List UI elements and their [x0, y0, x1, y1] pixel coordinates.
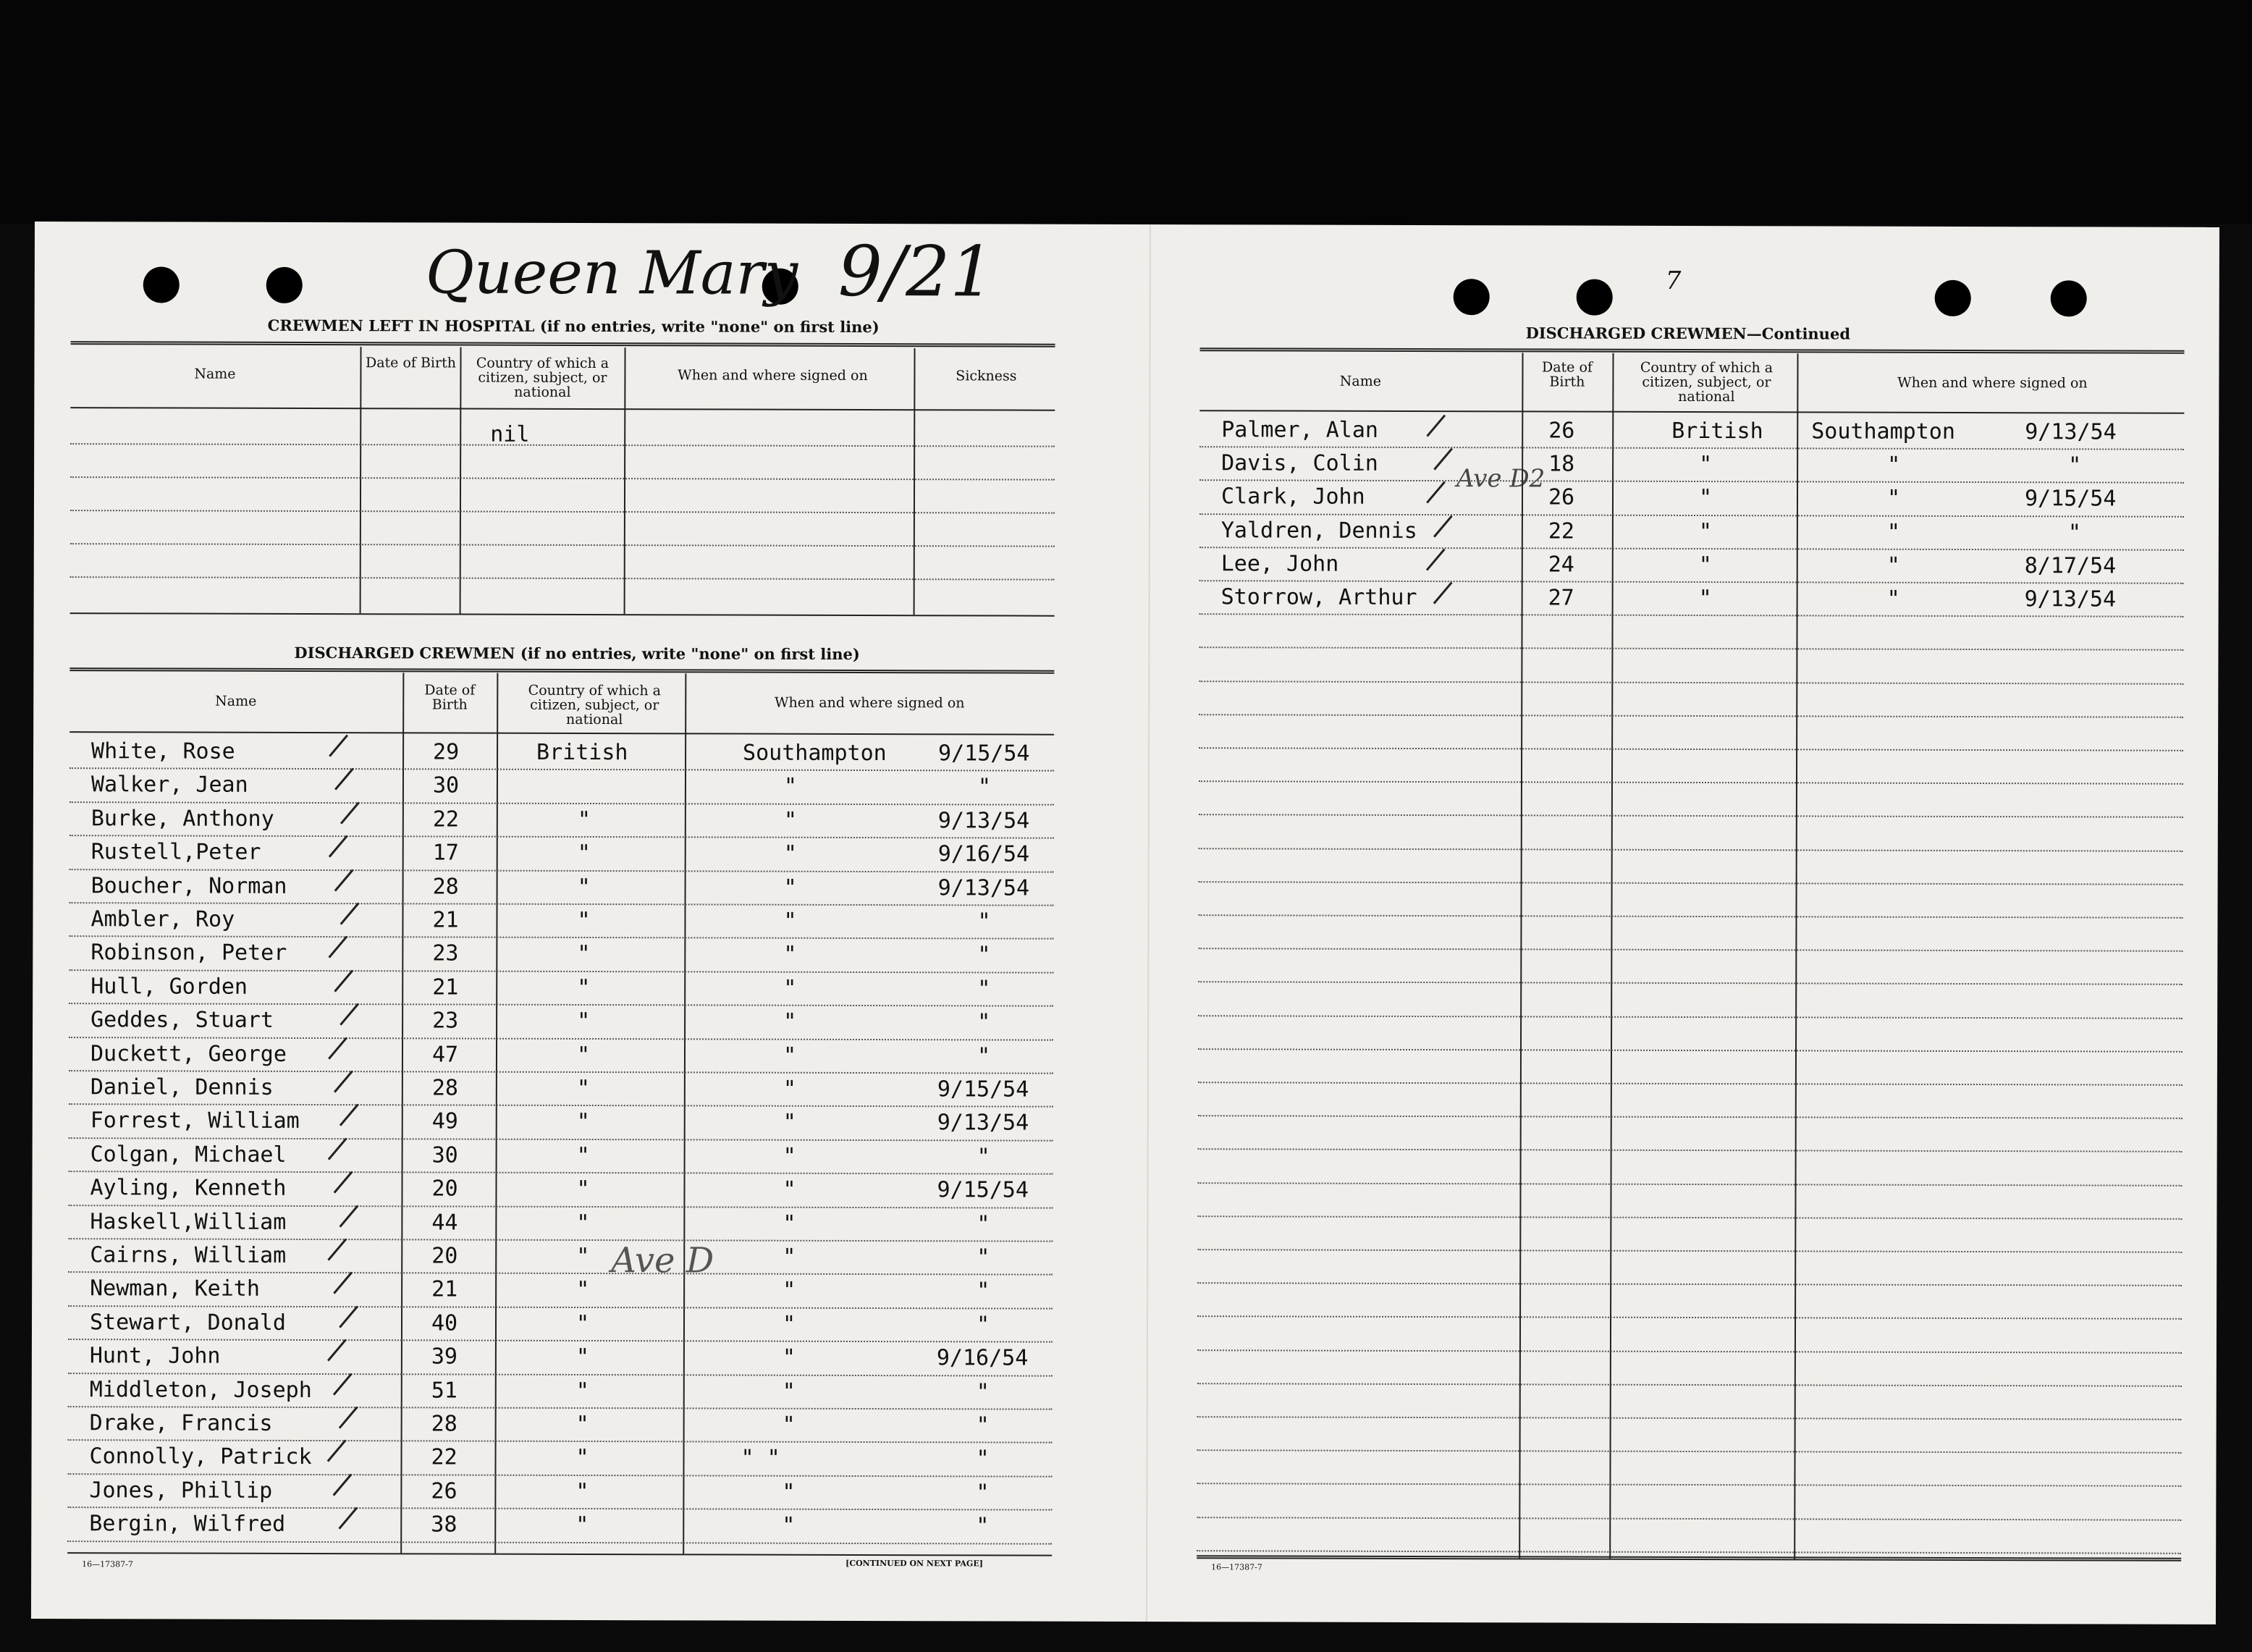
crew-country: " [576, 1176, 590, 1202]
crew-age: 28 [432, 874, 459, 900]
handwritten-date: 9/21 [838, 230, 995, 313]
row-line [68, 1238, 1053, 1242]
check-mark [334, 1071, 353, 1093]
row-line [67, 1506, 1052, 1511]
crew-name: Ambler, Roy [90, 906, 235, 932]
crew-name: Palmer, Alan [1221, 417, 1379, 443]
crew-country: " [575, 1411, 589, 1438]
crew-name: Burke, Anthony [90, 806, 274, 832]
check-mark [339, 1306, 358, 1328]
crew-signed-place: " [782, 1378, 796, 1404]
crew-age: 49 [431, 1108, 458, 1134]
crew-signed-date: 8/17/54 [2024, 553, 2117, 579]
row-line [68, 1205, 1053, 1209]
crew-age: 24 [1548, 552, 1574, 578]
crew-age: 20 [431, 1176, 458, 1202]
hospital-entry: nil [490, 421, 530, 447]
row-line [1197, 1449, 2182, 1454]
crew-age: 22 [431, 1444, 457, 1470]
crew-name: Geddes, Stuart [90, 1007, 274, 1033]
row-line [1199, 814, 2183, 818]
crew-signed-date: 9/15/54 [937, 1076, 1029, 1103]
crew-name: Stewart, Donald [89, 1310, 287, 1336]
crew-country: " [576, 1243, 590, 1270]
crew-country: " [1698, 485, 1713, 511]
crew-country: " [575, 1512, 589, 1538]
row-line [70, 476, 1055, 481]
col-header-sickness: Sickness [956, 368, 1017, 384]
crew-name: Davis, Colin [1221, 450, 1378, 476]
crew-signed-place: " [783, 1143, 796, 1169]
crew-signed-date: " [976, 1379, 990, 1405]
col-header-signed-on: When and where signed on [1897, 374, 2088, 392]
crew-signed-place: " [783, 840, 797, 867]
crew-country: " [575, 1378, 589, 1404]
check-mark [340, 1104, 359, 1126]
crew-country: " [575, 1344, 590, 1370]
crew-name: Boucher, Norman [90, 873, 287, 899]
crew-country: " [577, 974, 591, 1001]
crew-name: Hunt, John [89, 1343, 221, 1369]
crew-age: 39 [431, 1344, 458, 1370]
crew-signed-place: " [782, 1344, 796, 1370]
col-header-dob: Date of Birth [365, 355, 457, 371]
crew-signed-date: " [2068, 452, 2082, 479]
crew-signed-place: " [783, 1210, 796, 1236]
check-mark [328, 1138, 347, 1160]
check-mark [1433, 515, 1453, 538]
check-mark [1433, 582, 1453, 604]
crew-signed-place: " " [741, 1445, 780, 1471]
crew-signed-date: " [977, 1211, 990, 1237]
crew-age: 21 [431, 1276, 458, 1302]
crew-country: " [577, 806, 591, 833]
row-line [69, 767, 1054, 772]
crew-signed-place: " [783, 807, 797, 833]
table-rule [1199, 410, 2184, 414]
row-line [1199, 881, 2183, 885]
handwritten-ship-name: Queen Mary [425, 238, 798, 308]
check-mark [340, 1205, 359, 1228]
check-mark [334, 1171, 353, 1194]
crew-age: 29 [433, 739, 460, 765]
form-number: 16—17387-7 [82, 1559, 133, 1569]
crew-age: 21 [432, 907, 459, 933]
row-line [70, 510, 1055, 514]
row-line [69, 801, 1054, 806]
crew-signed-date: 9/16/54 [937, 841, 1030, 867]
row-line [1197, 1483, 2181, 1487]
column-divider [1794, 353, 1798, 1559]
row-line [1198, 1048, 2183, 1053]
row-line [69, 1003, 1053, 1007]
crew-signed-date: " [977, 1278, 990, 1304]
row-line [69, 935, 1053, 940]
crew-name: Bergin, Wilfred [89, 1511, 286, 1537]
row-line [67, 1473, 1052, 1478]
row-line [69, 902, 1054, 906]
row-line [70, 576, 1055, 581]
crew-age: 23 [432, 1008, 459, 1034]
crew-name: Forrest, William [90, 1108, 300, 1134]
row-line [69, 1037, 1053, 1041]
crew-name: Lee, John [1220, 551, 1339, 577]
crew-signed-place: " [783, 908, 797, 934]
check-mark [1433, 448, 1453, 471]
column-divider [494, 673, 498, 1554]
crew-signed-date: " [2067, 520, 2081, 546]
crew-name: Duckett, George [90, 1041, 287, 1067]
check-mark [333, 1474, 353, 1496]
check-mark [340, 1003, 359, 1026]
crew-age: 23 [432, 940, 459, 966]
check-mark [327, 1339, 347, 1362]
crew-age: 22 [1548, 518, 1575, 544]
row-line [68, 1406, 1053, 1410]
row-line [67, 1541, 1052, 1545]
check-mark [334, 869, 354, 892]
check-mark [339, 1407, 358, 1429]
crew-age: 44 [431, 1210, 458, 1236]
column-divider [624, 347, 626, 614]
crew-country: British [1671, 418, 1763, 444]
punch-hole [1577, 279, 1613, 316]
column-divider [400, 673, 404, 1553]
crew-signed-place: " [783, 975, 797, 1001]
row-line [1199, 446, 2184, 450]
row-line [1199, 714, 2183, 718]
punch-hole [1454, 279, 1490, 315]
crew-age: 21 [432, 974, 459, 1000]
crew-signed-place: " [1886, 519, 1900, 545]
crew-country: " [577, 840, 591, 867]
crew-name: Rustell,Peter [90, 839, 261, 865]
crew-name: White, Rose [91, 738, 235, 764]
table-rule [67, 1552, 1052, 1556]
crew-signed-place: " [783, 773, 798, 799]
page-number: 7 [1665, 266, 1682, 295]
crew-signed-date: " [976, 1412, 990, 1438]
crew-age: 20 [431, 1243, 458, 1269]
crew-name: Ayling, Kenneth [90, 1175, 287, 1201]
crew-age: 30 [432, 772, 460, 798]
crew-signed-place: " [1886, 485, 1901, 511]
check-mark [329, 735, 348, 757]
row-line [1199, 613, 2184, 618]
crew-age: 51 [431, 1378, 457, 1404]
crew-signed-date: " [977, 909, 991, 935]
col-header-signed-on: When and where signed on [678, 367, 868, 384]
column-divider [914, 348, 916, 615]
crew-name: Hull, Gorden [90, 974, 248, 1000]
row-line [69, 1070, 1053, 1074]
margin-note: Ave D2 [1456, 464, 1545, 494]
crew-name: Jones, Phillip [89, 1478, 273, 1504]
crew-name: Clark, John [1220, 484, 1365, 510]
crew-signed-date: 9/13/54 [937, 808, 1030, 834]
row-line [1198, 1148, 2183, 1152]
crew-name: Storrow, Arthur [1220, 584, 1417, 611]
crew-signed-date: 9/16/54 [936, 1345, 1029, 1371]
col-header-name: Name [1339, 373, 1382, 389]
crew-country: " [1698, 586, 1712, 612]
row-line [1197, 1249, 2182, 1253]
crew-age: 26 [431, 1478, 457, 1504]
crew-signed-place: " [783, 1109, 796, 1135]
crew-signed-place: " [783, 941, 797, 967]
row-line [1198, 1082, 2183, 1086]
column-divider [1609, 353, 1614, 1559]
column-divider [460, 347, 462, 614]
crew-country: " [577, 1008, 591, 1034]
crew-signed-place: " [782, 1412, 796, 1438]
row-line [1197, 1550, 2181, 1554]
crew-signed-date: " [976, 1312, 990, 1338]
crew-signed-date: 9/15/54 [937, 1177, 1029, 1203]
crew-signed-place: " [783, 1176, 796, 1202]
crew-country: " [576, 1276, 590, 1303]
crew-signed-date: " [977, 1043, 991, 1069]
crew-name: Daniel, Dennis [90, 1074, 274, 1100]
crew-signed-place: " [1886, 586, 1900, 612]
crew-country: " [577, 940, 591, 967]
crew-signed-place: " [1887, 452, 1901, 478]
crew-signed-place: " [782, 1311, 796, 1337]
row-line [69, 1137, 1053, 1142]
row-line [1198, 948, 2183, 952]
row-line [69, 1171, 1053, 1175]
hospital-section-title: CREWMEN LEFT IN HOSPITAL (if no entries, write "none" on first line) [267, 316, 880, 337]
col-header-name: Name [194, 366, 236, 382]
crew-name: Drake, Francis [89, 1410, 273, 1436]
crew-age: 38 [431, 1512, 457, 1538]
check-mark [327, 1440, 347, 1462]
crew-signed-place: " [783, 1244, 796, 1270]
row-line [1197, 1383, 2182, 1387]
check-mark [333, 1373, 353, 1396]
discharged-section-title: DISCHARGED CREWMEN (if no entries, write "none" on first line) [294, 643, 860, 663]
punch-hole [143, 266, 180, 303]
crew-signed-place: Southampton [1811, 418, 1955, 444]
punch-hole [2051, 280, 2087, 316]
crew-signed-place: " [783, 1042, 797, 1069]
margin-note: Ave D [611, 1240, 714, 1281]
crew-country: " [576, 1142, 590, 1169]
row-line [1198, 1115, 2183, 1119]
check-mark [334, 768, 354, 791]
crew-name: Connolly, Patrick [89, 1444, 312, 1470]
crew-age: 28 [431, 1075, 459, 1101]
crew-signed-place: " [1886, 552, 1900, 578]
crew-signed-date: " [976, 1446, 990, 1472]
crew-name: Newman, Keith [90, 1276, 260, 1302]
row-line [1199, 580, 2184, 584]
check-mark [1426, 549, 1446, 571]
row-line [68, 1373, 1053, 1377]
row-line [1199, 513, 2184, 518]
crew-age: 26 [1548, 418, 1575, 444]
row-line [1197, 1349, 2182, 1354]
col-header-dob: Date of Birth [1541, 359, 1593, 390]
row-line [1199, 680, 2183, 685]
crew-signed-date: " [976, 1513, 990, 1539]
manifest-page [31, 222, 2219, 1624]
table-rule [69, 667, 1054, 674]
crew-country: " [575, 1444, 589, 1471]
crew-country: " [1698, 552, 1712, 578]
crew-signed-place: " [782, 1512, 796, 1538]
crew-signed-place: " [783, 1008, 797, 1034]
crew-age: 28 [431, 1411, 457, 1437]
crew-country: " [576, 1210, 590, 1236]
crew-signed-date: 9/15/54 [2024, 486, 2117, 512]
row-line [1198, 1182, 2183, 1187]
check-mark [333, 1272, 353, 1294]
row-line [1199, 780, 2183, 785]
crew-name: Middleton, Joseph [89, 1377, 312, 1404]
crew-signed-date: 9/13/54 [937, 1110, 1029, 1136]
row-line [69, 1103, 1053, 1108]
row-line [1198, 1015, 2183, 1019]
crew-signed-date: " [977, 1244, 990, 1270]
continued-section-title: DISCHARGED CREWMEN—Continued [1525, 324, 1851, 343]
crew-age: 47 [431, 1042, 459, 1068]
crew-signed-date: 9/13/54 [2025, 419, 2117, 445]
check-mark [340, 903, 360, 925]
crew-name: Colgan, Michael [90, 1142, 287, 1168]
column-divider [683, 673, 686, 1554]
table-rule [70, 612, 1055, 617]
col-header-dob: Date of Birth [424, 682, 476, 713]
table-rule [69, 731, 1054, 736]
crew-signed-date: " [977, 942, 991, 968]
crew-signed-date: " [977, 976, 991, 1002]
row-line [69, 969, 1053, 974]
col-header-country: Country of which a citizen, subject, or national [1640, 359, 1774, 405]
crew-age: 40 [431, 1310, 458, 1336]
crew-signed-date: " [977, 1009, 991, 1035]
column-divider [360, 347, 362, 613]
table-rule [1197, 1555, 2181, 1562]
crew-country: " [1699, 452, 1713, 478]
col-header-country: Country of which a citizen, subject, or national [476, 355, 610, 400]
crew-age: 17 [432, 840, 459, 866]
row-line [1199, 479, 2184, 484]
crew-country: " [576, 1075, 590, 1102]
crew-country: British [536, 739, 628, 766]
crew-country: " [1698, 519, 1712, 545]
crew-signed-place: " [783, 875, 797, 901]
crew-signed-place: " [782, 1479, 796, 1505]
crew-signed-date: 9/15/54 [938, 741, 1030, 767]
table-rule [70, 407, 1055, 411]
form-number: 16—17387-7 [1211, 1562, 1262, 1572]
crew-age: 26 [1548, 484, 1575, 510]
check-mark [338, 1507, 358, 1530]
crew-name: Robinson, Peter [90, 940, 287, 966]
crew-country: " [576, 1108, 590, 1135]
check-mark [327, 1239, 347, 1261]
crew-age: 18 [1548, 451, 1575, 477]
scan-background [0, 0, 2252, 224]
check-mark [328, 1037, 347, 1060]
check-mark [340, 802, 360, 825]
row-line [70, 443, 1055, 447]
crew-age: 27 [1548, 585, 1574, 611]
row-line [1199, 848, 2183, 852]
crew-country: " [576, 1042, 591, 1069]
row-line [1197, 1215, 2182, 1220]
crew-country: " [577, 874, 591, 901]
row-line [68, 1339, 1053, 1343]
crew-signed-place: " [783, 1277, 796, 1303]
table-rule [1200, 347, 2185, 354]
row-line [1197, 1517, 2181, 1521]
col-header-signed-on: When and where signed on [774, 694, 965, 712]
check-mark [334, 970, 353, 993]
row-line [1197, 1282, 2182, 1286]
crew-signed-place: Southampton [743, 740, 887, 767]
row-line [1198, 981, 2183, 985]
crew-age: 22 [432, 806, 460, 833]
crew-signed-place: " [783, 1076, 796, 1102]
crew-name: Yaldren, Dennis [1220, 518, 1417, 544]
check-mark [1426, 481, 1446, 504]
crew-name: Haskell,William [90, 1209, 287, 1235]
page-fold [1146, 224, 1151, 1622]
crew-name: Cairns, William [90, 1242, 287, 1268]
crew-age: 30 [431, 1142, 458, 1168]
row-line [1197, 1416, 2182, 1420]
table-rule [71, 341, 1055, 347]
column-divider [1519, 353, 1523, 1559]
row-line [70, 543, 1055, 547]
row-line [69, 869, 1054, 873]
continued-note: [CONTINUED ON NEXT PAGE] [845, 1558, 983, 1569]
punch-hole [1935, 280, 1971, 316]
punch-hole [266, 267, 303, 303]
crew-name: Walker, Jean [90, 772, 248, 798]
crew-signed-date: " [977, 1144, 990, 1170]
crew-country: " [575, 1478, 589, 1505]
crew-signed-date: 9/13/54 [937, 875, 1030, 901]
crew-signed-date: " [977, 774, 992, 800]
row-line [68, 1271, 1053, 1276]
row-line [1199, 547, 2184, 551]
crew-signed-date: 9/13/54 [2024, 586, 2117, 612]
row-line [1197, 1315, 2182, 1320]
row-line [68, 1305, 1053, 1310]
row-line [1199, 646, 2183, 651]
check-mark [329, 835, 348, 858]
crew-country: " [577, 907, 591, 934]
crew-country: " [575, 1310, 590, 1337]
crew-signed-date: " [976, 1480, 990, 1506]
col-header-country: Country of which a citizen, subject, or national [528, 682, 661, 728]
row-line [1199, 747, 2183, 751]
col-header-name: Name [215, 693, 257, 709]
check-mark [1426, 415, 1446, 437]
check-mark [328, 936, 347, 958]
row-line [1198, 914, 2183, 919]
row-line [68, 1439, 1053, 1444]
row-line [69, 835, 1054, 839]
